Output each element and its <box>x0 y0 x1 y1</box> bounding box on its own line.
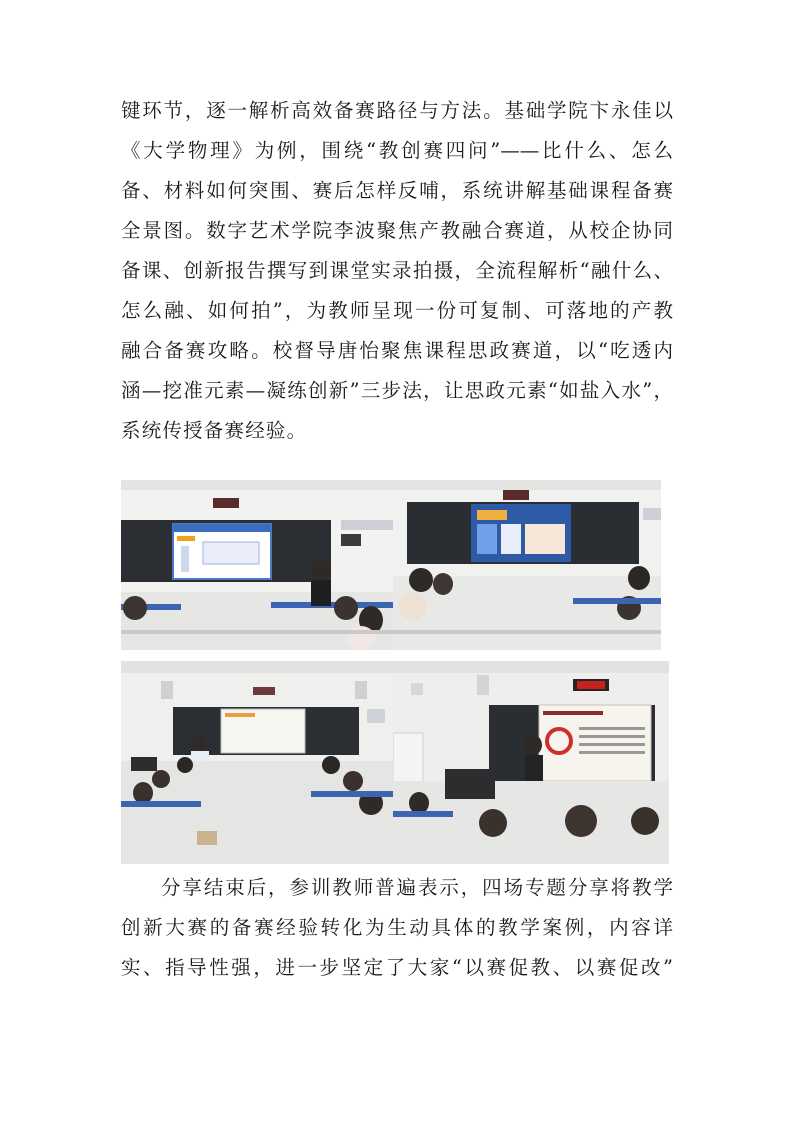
text-line: 分享结束后，参训教师普遍表示，四场专题分享将教学 <box>161 876 673 899</box>
paragraph-2 <box>121 868 673 988</box>
text-line: 创新大赛的备赛经验转化为生动具体的教学案例，内容详 <box>121 916 673 939</box>
text-line: 涵—挖准元素—凝练创新”三步法，让思政元素“如盐入水”， <box>121 379 673 402</box>
text-line: 怎么融、如何拍”，为教师呈现一份可复制、可落地的产教 <box>121 299 673 322</box>
text-line: 全景图。数字艺术学院李波聚焦产教融合赛道，从校企协同 <box>121 219 673 242</box>
text-line: 键环节，逐一解析高效备赛路径与方法。基础学院卞永佳以 <box>121 99 673 122</box>
photo-lecture-physics <box>121 480 393 650</box>
text-line: 备课、创新报告撰写到课堂实录拍摄，全流程解析“融什么、 <box>121 259 673 282</box>
text-line: 融合备赛攻略。校督导唐怡聚焦课程思政赛道，以“吃透内 <box>121 339 673 362</box>
photo-lecture-ideology <box>393 661 669 864</box>
text-line: 《大学物理》为例，围绕“教创赛四问”——比什么、怎么 <box>121 139 673 162</box>
text-line: 系统传授备赛经验。 <box>121 419 308 442</box>
paragraph-1 <box>121 91 673 451</box>
photo-lecture-teaching <box>121 661 393 864</box>
photo-lecture-industry <box>393 480 661 650</box>
text-line: 实、指导性强，进一步坚定了大家“以赛促教、以赛促改” <box>121 956 673 979</box>
text-line: 备、材料如何突围、赛后怎样反哺，系统讲解基础课程备赛 <box>121 179 673 202</box>
